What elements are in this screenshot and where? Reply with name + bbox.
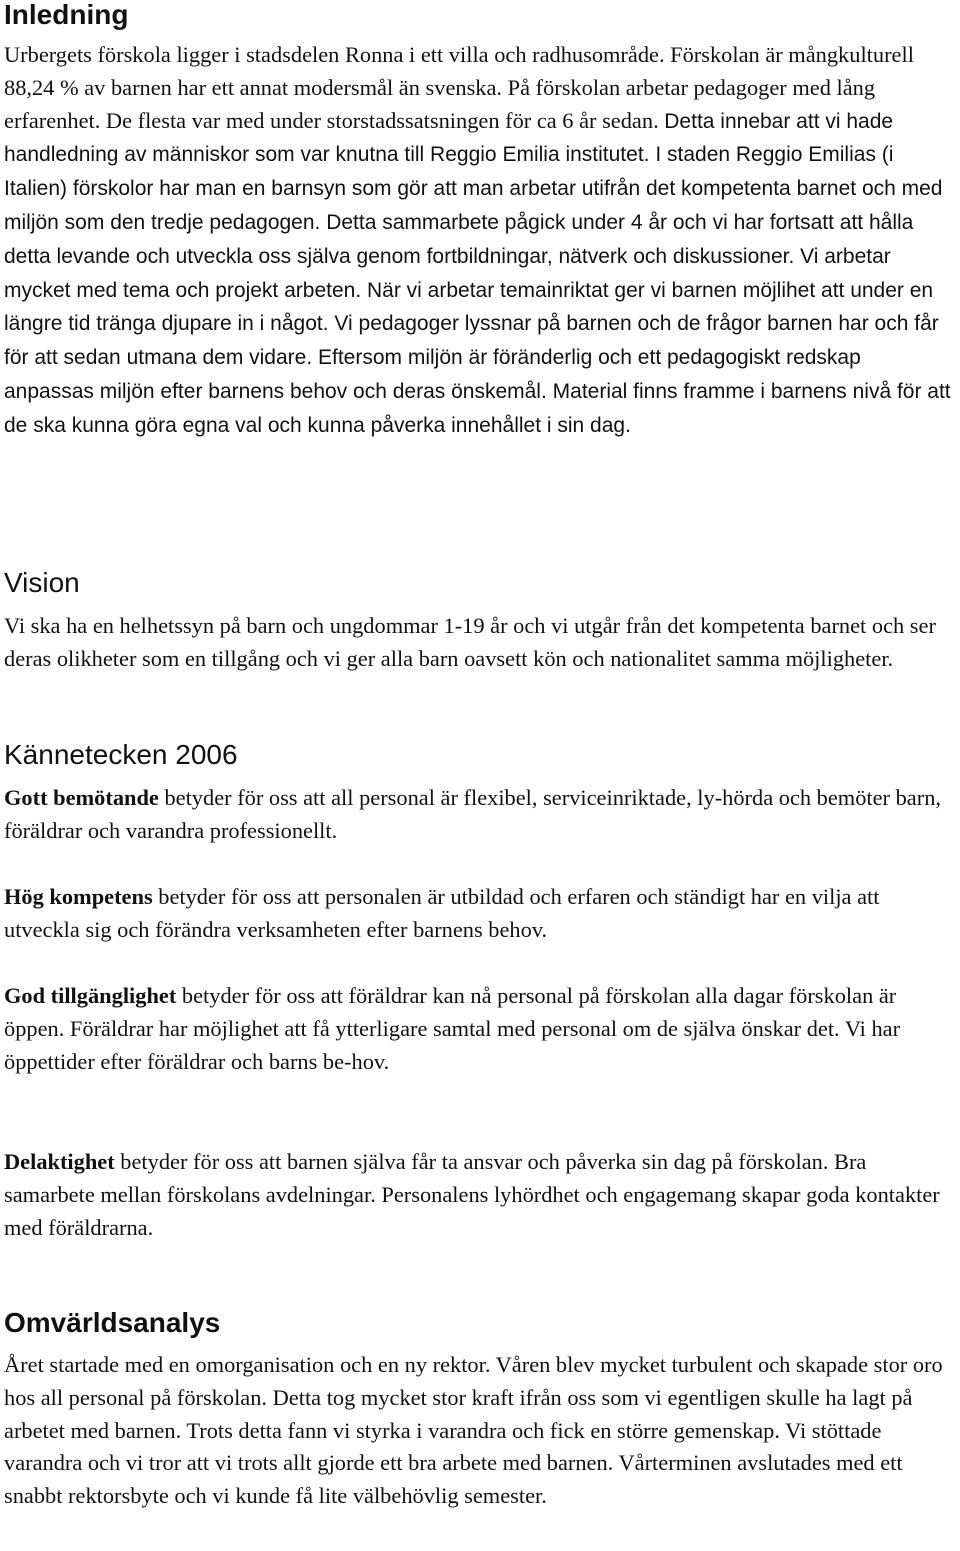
term-hog-kompetens: Hög kompetens <box>4 884 153 909</box>
paragraph-gott-bemotande <box>4 782 956 848</box>
heading-omvarldsanalys: Omvärldsanalys <box>4 1307 221 1338</box>
text-delaktighet: betyder för oss att barnen själva får ta ansvar och påverka sin dag på förskolan. Bra samarbete mellan förskolans avdelningar. Personalens lyhördhet och engagemang skapar goda kontakter med föräldrarna. <box>4 1149 940 1240</box>
paragraph-god-tillganglighet <box>4 980 956 1078</box>
paragraph-inledning-part-sans: Detta innebar att vi hade handledning av människor som var knutna till Reggio Emilia institutet. I staden Reggio Emilias (i Italien) förskolor har man en barnsyn som gör att man arbetar utifrån det kompetenta barnet och med miljön som den tredje pedagogen. Detta sammarbete pågick under 4 år och vi har fortsatt att hålla detta levande och utveckla oss själva genom fortbildningar, nätverk och diskussioner. Vi arbetar mycket med tema och projekt arbeten. När vi arbetar temainriktat ger vi barnen möjlihet att under en längre tid tränga djupare in i något. Vi pedagoger lyssnar på barnen och de frågor barnen har och får för att sedan utmana dem vidare. Eftersom miljön är föränderlig och ett pedagogiskt redskap anpassas miljön efter barnens behov och deras önskemål. Material finns framme i barnens nivå för att de ska kunna göra egna val och kunna påverka innehållet i sin dag. <box>4 109 951 437</box>
text-hog-kompetens: betyder för oss att personalen är utbildad och erfaren och ständigt har en vilja att utveckla sig och förändra verksamheten efter barnens behov. <box>4 884 880 942</box>
heading-kannetecken: Kännetecken 2006 <box>4 739 238 770</box>
text-gott-bemotande: betyder för oss att all personal är flexibel, serviceinriktade, ly-hörda och bemöter barn, föräldrar och varandra professionellt. <box>4 785 941 843</box>
heading-vision: Vision <box>4 567 80 598</box>
paragraph-delaktighet <box>4 1146 956 1244</box>
paragraph-inledning-part-serif: Urbergets förskola ligger i stadsdelen Ronna i ett villa och radhusområde. Förskolan är mångkulturell 88,24 % av barnen har ett annat modersmål än svenska. På förskolan arbetar pedagoger med lång erfarenhet. De flesta var med under storstadssatsningen för ca 6 år sedan. <box>4 42 914 133</box>
paragraph-hog-kompetens <box>4 881 956 947</box>
paragraph-vision: Vi ska ha en helhetssyn på barn och ungdommar 1-19 år och vi utgår från det kompetenta barnet och ser deras olikheter som en tillgång och vi ger alla barn oavsett kön och nationalitet samma möjligheter. <box>4 613 936 671</box>
term-gott-bemotande: Gott bemötande <box>4 785 159 810</box>
heading-inledning: Inledning <box>4 0 129 30</box>
paragraph-omvarldsanalys: Året startade med en omorganisation och en ny rektor. Våren blev mycket turbulent och skapade stor oro hos all personal på förskolan. Detta tog mycket stor kraft ifrån oss som vi egentligen skulle ha lagt på arbetet med barnen. Trots detta fann vi styrka i varandra och fick en större gemenskap. Vi stöttade varandra och vi tror att vi trots allt gjorde ett bra arbete med barnen. Vårterminen avslutades med ett snabbt rektorsbyte och vi kunde få lite välbehövlig semester. <box>4 1352 943 1509</box>
term-god-tillganglighet: God tillgänglighet <box>4 983 177 1008</box>
paragraph-inledning <box>4 39 956 443</box>
term-delaktighet: Delaktighet <box>4 1149 115 1174</box>
text-god-tillganglighet: betyder för oss att föräldrar kan nå personal på förskolan alla dagar förskolan är öppen. Föräldrar har möjlighet att få ytterligare samtal med personal om de själva önskar det. Vi har öppettider efter föräldrar och barns be-hov. <box>4 983 901 1074</box>
